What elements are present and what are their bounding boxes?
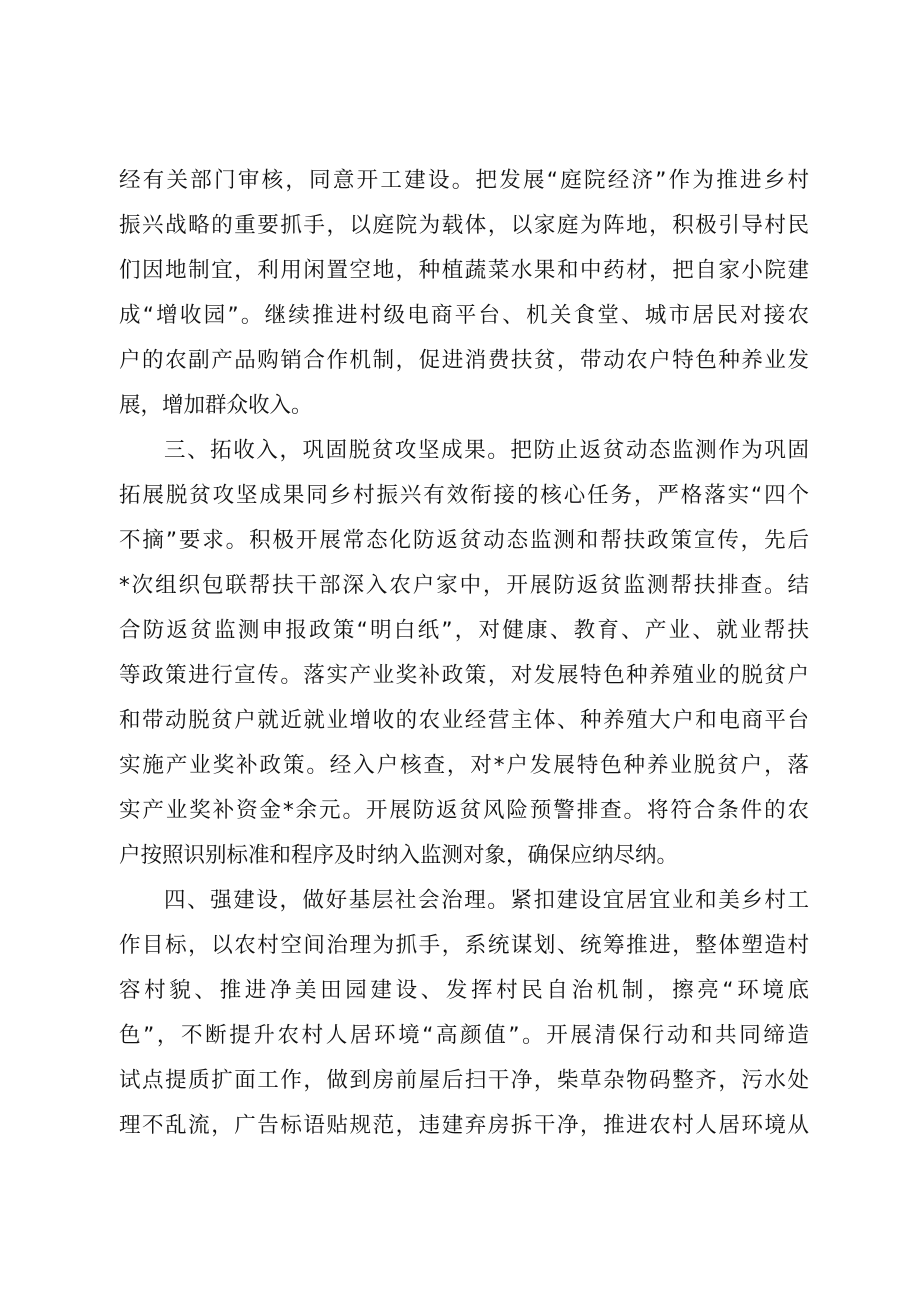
text-line: 成“增收园”。继续推进村级电商平台、机关食堂、城市居民对接农: [119, 303, 809, 328]
text-line: 实施产业奖补政策。经入户核查，对*户发展特色种养业脱贫户，落: [119, 753, 809, 778]
text-line: 实产业奖补资金*余元。开展防返贫风险预警排查。将符合条件的农: [119, 798, 809, 823]
text-line: 经有关部门审核，同意开工建设。把发展“庭院经济”作为推进乡村: [119, 168, 809, 193]
text-line: 展，增加群众收入。: [119, 393, 313, 418]
text-line: 拓展脱贫攻坚成果同乡村振兴有效衔接的核心任务，严格落实“四个: [119, 483, 809, 508]
text-line: 等政策进行宣传。落实产业奖补政策，对发展特色种养殖业的脱贫户: [119, 663, 809, 688]
text-line: 合防返贫监测申报政策“明白纸”，对健康、教育、产业、就业帮扶: [119, 618, 809, 643]
text-line: 户的农副产品购销合作机制，促进消费扶贫，带动农户特色种养业发: [119, 348, 809, 373]
section-heading-line: 四、强建设，做好基层社会治理。紧扣建设宜居宜业和美乡村工: [164, 888, 809, 913]
text-line: 容村貌、推进净美田园建设、发挥村民自治机制，擦亮“环境底: [119, 978, 809, 1003]
text-line: 作目标，以农村空间治理为抓手，系统谋划、统筹推进，整体塑造村: [119, 933, 809, 958]
section-heading-line: 三、拓收入，巩固脱贫攻坚成果。把防止返贫动态监测作为巩固: [164, 438, 809, 463]
text-line: 振兴战略的重要抓手，以庭院为载体，以家庭为阵地，积极引导村民: [119, 213, 809, 238]
text-line: 色”，不断提升农村人居环境“高颜值”。开展清保行动和共同缔造: [119, 1023, 809, 1048]
text-line: 们因地制宜，利用闲置空地，种植蔬菜水果和中药材，把自家小院建: [119, 258, 809, 283]
document-body: [119, 158, 809, 1148]
text-line: *次组织包联帮扶干部深入农户家中，开展防返贫监测帮扶排查。结: [119, 573, 809, 598]
text-line: 不摘”要求。积极开展常态化防返贫动态监测和帮扶政策宣传，先后: [119, 528, 809, 553]
text-line: 户按照识别标准和程序及时纳入监测对象，确保应纳尽纳。: [119, 843, 679, 868]
text-line: 理不乱流，广告标语贴规范，违建弃房拆干净，推进农村人居环境从: [119, 1113, 809, 1138]
text-line: 和带动脱贫户就近就业增收的农业经营主体、种养殖大户和电商平台: [119, 708, 809, 733]
text-line: 试点提质扩面工作，做到房前屋后扫干净，柴草杂物码整齐，污水处: [119, 1068, 809, 1093]
